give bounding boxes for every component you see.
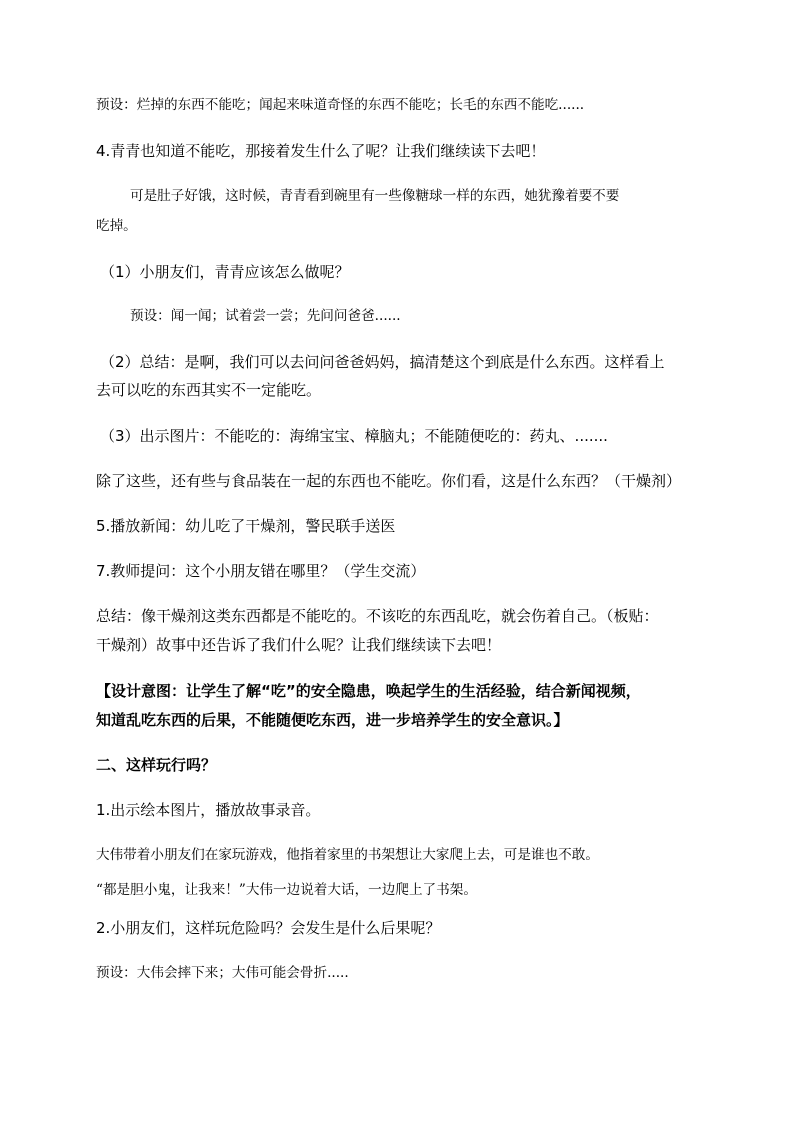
section-2-heading: 二、这样玩行吗？ [96,756,217,774]
summary-2-line-1: （2）总结：是啊，我们可以去问问爸爸妈妈，搞清楚这个到底是什么东西。这样看上 [100,353,665,371]
step-2-question: 2.小朋友们，这样玩危险吗？会发生是什么后果呢？ [96,919,441,937]
preset-line-2: 预设：闻一闻；试着尝一尝；先问问爸爸...... [130,308,401,324]
step-4-question: 4.青青也知道不能吃，那接着发生什么了呢？让我们继续读下去吧！ [96,142,546,160]
preset-line-3: 预设：大伟会摔下来；大伟可能会骨折..... [96,965,349,981]
preset-line-1: 预设：烂掉的东西不能吃；闻起来味道奇怪的东西不能吃；长毛的东西不能吃...... [96,97,585,113]
step-5-news: 5.播放新闻：幼儿吃了干燥剂，警民联手送医 [96,517,396,535]
question-1: （1）小朋友们，青青应该怎么做呢？ [100,263,350,281]
story-paragraph-line-2: 吃掉。 [96,218,137,234]
summary-line-2: 干燥剂）故事中还告诉了我们什么呢？让我们继续读下去吧！ [96,636,502,654]
desiccant-question: 除了这些，还有些与食品装在一起的东西也不能吃。你们看，这是什么东西？（干燥剂） [96,472,682,490]
summary-2-line-2: 去可以吃的东西其实不一定能吃。 [96,381,322,399]
design-intent-line-2: 知道乱吃东西的后果，不能随便吃东西，进一步培养学生的安全意识。】 [96,711,569,729]
step-7-teacher-question: 7.教师提问：这个小朋友错在哪里？（学生交流） [96,562,426,580]
summary-line-1: 总结：像干燥剂这类东西都是不能吃的。不该吃的东西乱吃，就会伤着自己。（板贴： [96,607,659,625]
story-line-2: “都是胆小鬼，让我来！”大伟一边说着大话，一边爬上了书架。 [96,882,477,898]
step-1-picture-book: 1.出示绘本图片，播放故事录音。 [96,801,321,819]
story-line-1: 大伟带着小朋友们在家玩游戏，他指着家里的书架想让大家爬上去，可是谁也不敢。 [96,847,599,863]
show-pictures-3: （3）出示图片：不能吃的：海绵宝宝、樟脑丸；不能随便吃的：药丸、....... [100,427,608,445]
design-intent-line-1: 【设计意图：让学生了解“吃”的安全隐患，唤起学生的生活经验，结合新闻视频， [96,682,641,700]
story-paragraph-line-1: 可是肚子好饿，这时候，青青看到碗里有一些像糖球一样的东西，她犹豫着要不要 [130,188,620,204]
